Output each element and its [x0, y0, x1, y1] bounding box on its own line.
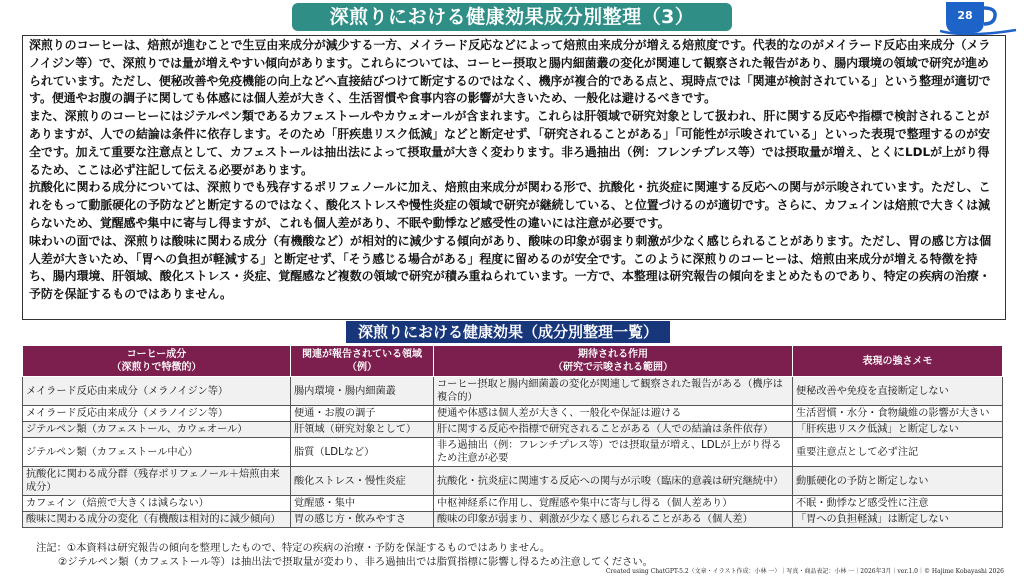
cell-area: 胃の感じ方・飲みやすさ — [291, 512, 434, 528]
footnote-2: ②ジテルペン類（カフェストール等）は抽出法で摂取量が変わり、非ろ過抽出では脂質指標に影響し得るため注意してください。 — [58, 556, 653, 568]
cell-effect: 酸味の印象が弱まり、刺激が少なく感じられることがある（個人差） — [434, 512, 793, 528]
summary-table — [22, 345, 1003, 528]
cell-area: 便通・お腹の調子 — [291, 406, 434, 422]
footnotes — [36, 541, 653, 569]
header-note: 表現の強さメモ — [793, 346, 1003, 377]
cell-effect: 便通や体感は個人差が大きく、一般化や保証は避ける — [434, 406, 793, 422]
cell-component: 酸味に関わる成分の変化（有機酸は相対的に減少傾向） — [23, 512, 291, 528]
table-row — [23, 377, 1003, 406]
cell-note: 生活習慣・水分・食物繊維の影響が大きい — [793, 406, 1003, 422]
cell-area: 酸化ストレス・慢性炎症 — [291, 467, 434, 496]
table-row — [23, 422, 1003, 438]
cell-area: 腸内環境・腸内細菌叢 — [291, 377, 434, 406]
cell-component: ジテルペン類（カフェストール中心） — [23, 438, 291, 467]
cell-area: 脂質（LDLなど） — [291, 438, 434, 467]
table-row — [23, 438, 1003, 467]
body-text-box — [22, 35, 1006, 320]
cell-note: 「肝疾患リスク低減」と断定しない — [793, 422, 1003, 438]
cell-component: カフェイン（焙煎で大きくは減らない） — [23, 496, 291, 512]
cell-note: 「胃への負担軽減」は断定しない — [793, 512, 1003, 528]
table-row — [23, 467, 1003, 496]
page-number: 28 — [957, 9, 973, 22]
cell-note: 不眠・動悸など感受性に注意 — [793, 496, 1003, 512]
cell-component: メイラード反応由来成分（メラノイジン等） — [23, 377, 291, 406]
table-row — [23, 496, 1003, 512]
body-paragraph: 深煎りのコーヒーは、焙煎が進むことで生豆由来成分が減少する一方、メイラード反応などによって焙煎由来成分が増える焙煎度です。代表的なのがメイラード反応由来成分（メラノイジン等）で、深煎りでは量が増えやすい傾向があります。これらについては、コーヒー摂取と腸内細菌叢の変化が関連して観察された報告があり、腸内環境の領域で研究が進められています。ただし、便秘改善や免疫機能の向上などへ直接結びつけて断定するのではなく、機序が複合的である点と、現時点では「関連が検討されている」という整理が適切です。便通やお腹の調子に関しても体感には個人差が大きく、生活習慣や食事内容の影響が大きいため、一般化は避けるべきです。 — [29, 38, 991, 106]
cell-effect: コーヒー摂取と腸内細菌叢の変化が関連して観察された報告がある（機序は複合的） — [434, 377, 793, 406]
header-component: コーヒー成分 （深煎りで特徴的） — [23, 346, 291, 377]
table-header-row — [23, 346, 1003, 377]
footnote-1: 注記：①本資料は研究報告の傾向を整理したもので、特定の疾病の治療・予防を保証するものではありません。 — [36, 542, 551, 554]
header-area: 関連が報告されている領域 （例） — [291, 346, 434, 377]
cell-note: 便秘改善や免疫を直接断定しない — [793, 377, 1003, 406]
body-paragraph: 抗酸化に関わる成分については、深煎りでも残存するポリフェノールに加え、焙煎由来成分が関わる形で、抗酸化・抗炎症に関連する反応への関与が示唆されています。ただし、これをもって動脈硬化の予防などと断定するのではなく、酸化ストレスや慢性炎症の領域で研究が継続している、と位置づけるのが適切です。さらに、カフェインは焙煎で大きくは減らないため、覚醒感や集中に寄与し得ますが、これも個人差があり、不眠や動悸など感受性の違いには注意が必要です。 — [29, 180, 991, 230]
body-paragraph: また、深煎りのコーヒーにはジテルペン類であるカフェストールやカウェオールが含まれます。これらは肝領域で研究対象として扱われ、肝に関する反応や指標で検討されることがありますが、人での結論は条件に依存します。そのため「肝疾患リスク低減」などと断定せず、「研究されることがある」「可能性が示唆されている」といった表現で整理するのが安全です。加えて重要な注意点として、カフェストールは抽出法によって摂取量が大きく変わります。非ろ過抽出（例：フレンチプレス等）では摂取量が増え、とくにLDLが上がり得るため、ここは必ず注記して伝える必要があります。 — [29, 109, 990, 177]
body-paragraph: 味わいの面では、深煎りは酸味に関わる成分（有機酸など）が相対的に減少する傾向があり、酸味の印象が弱まり刺激が少なく感じられることがあります。ただし、胃の感じ方は個人差が大きいため、「胃への負担が軽減する」と断定せず、「そう感じる場合がある」程度に留めるのが安全です。このように深煎りのコーヒーは、焙煎由来成分が増える特徴を持ち、腸内環境、肝領域、酸化ストレス・炎症、覚醒感など複数の領域で研究が積み重ねられています。一方で、本整理は研究報告の傾向をまとめたものであり、特定の疾病の治療・予防を保証するものではありません。 — [29, 233, 992, 302]
page-title: 深煎りにおける健康効果成分別整理（3） — [292, 3, 732, 31]
table-row — [23, 406, 1003, 422]
cell-effect: 中枢神経系に作用し、覚醒感や集中に寄与し得る（個人差あり） — [434, 496, 793, 512]
cell-component: ジテルペン類（カフェストール、カウェオール） — [23, 422, 291, 438]
cell-note: 重要注意点として必ず注記 — [793, 438, 1003, 467]
cell-effect: 抗酸化・抗炎症に関連する反応への関与が示唆（臨床的意義は研究継続中） — [434, 467, 793, 496]
cell-effect: 肝に関する反応や指標で研究されることがある（人での結論は条件依存） — [434, 422, 793, 438]
coffee-cup-icon — [940, 0, 1018, 36]
cell-area: 肝領域（研究対象として） — [291, 422, 434, 438]
cell-component: 抗酸化に関わる成分群（残存ポリフェノール＋焙煎由来成分） — [23, 467, 291, 496]
cell-area: 覚醒感・集中 — [291, 496, 434, 512]
header-effect: 期待される作用 （研究で示唆される範囲） — [434, 346, 793, 377]
cell-component: メイラード反応由来成分（メラノイジン等） — [23, 406, 291, 422]
table-title: 深煎りにおける健康効果（成分別整理一覧） — [346, 321, 670, 343]
cell-note: 動脈硬化の予防と断定しない — [793, 467, 1003, 496]
cell-effect: 非ろ過抽出（例：フレンチプレス等）では摂取量が増え、LDLが上がり得るため注意が必要 — [434, 438, 793, 467]
credit-line: Created using ChatGPT-5.2（文章・イラスト作成：小林 一）｜写真・商品表記：小林 一｜2026年3月｜ver.1.0｜© Hajime Kobayashi 2026 — [605, 568, 1004, 575]
table-row — [23, 512, 1003, 528]
